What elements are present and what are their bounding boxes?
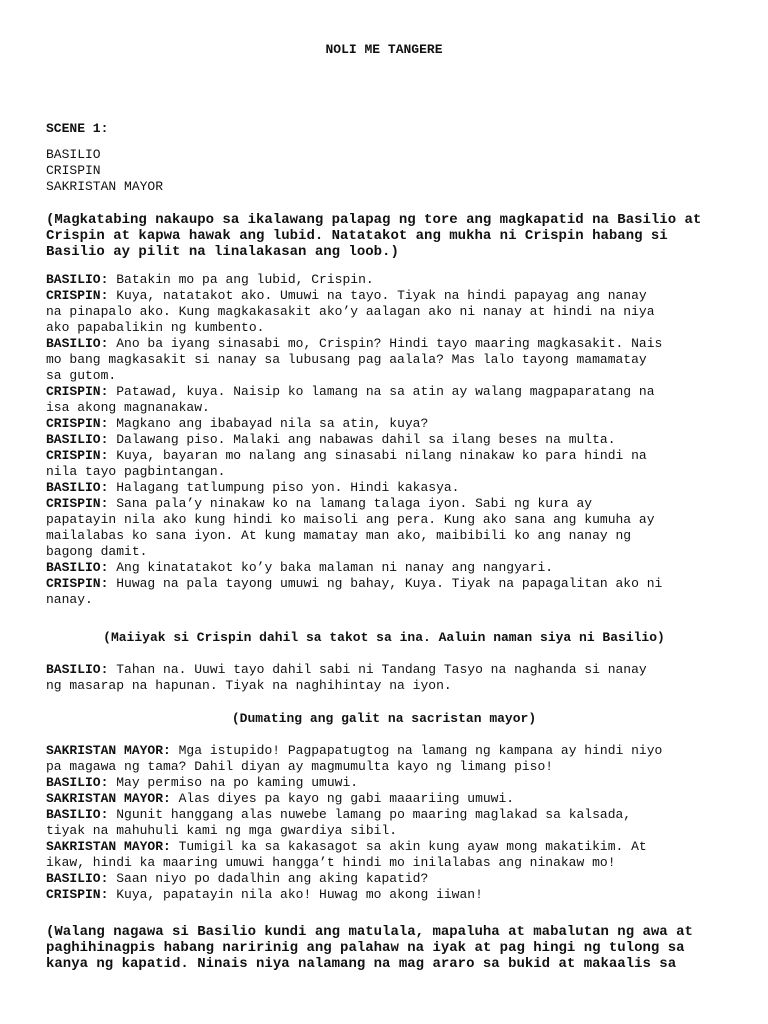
speaker-name: SAKRISTAN MAYOR: <box>46 743 171 758</box>
dialogue-text: tiyak na mahuhuli kami ng mga gwardiya sibil. <box>46 823 398 838</box>
dialogue-text: Kuya, papatayin nila ako! Huwag mo akong iiwan! <box>108 887 483 902</box>
dialogue-text: mailalabas ko sana iyon. At kung mamatay man ako, maibibili ko ang nanay ng <box>46 528 632 543</box>
cast-member: CRISPIN <box>46 163 101 178</box>
dialogue-line <box>46 871 662 887</box>
dialogue-line <box>46 432 662 448</box>
cast-member: BASILIO <box>46 147 101 162</box>
dialogue-line <box>46 775 662 791</box>
dialogue-text: sa gutom. <box>46 368 117 383</box>
dialogue-text: Dalawang piso. Malaki ang nabawas dahil sa ilang beses na multa. <box>108 432 616 447</box>
dialogue-line <box>46 416 662 432</box>
dialogue-text: Ang kinatatakot ko’y baka malaman ni nanay ang nangyari. <box>108 560 554 575</box>
speaker-name: BASILIO: <box>46 336 109 351</box>
speaker-name: BASILIO: <box>46 871 109 886</box>
dialogue-line <box>46 544 662 560</box>
speaker-name: CRISPIN: <box>46 288 109 303</box>
speaker-name: CRISPIN: <box>46 448 109 463</box>
dialogue-line <box>46 592 662 608</box>
speaker-name: BASILIO: <box>46 560 109 575</box>
dialogue-line <box>46 791 662 807</box>
dialogue-block-2 <box>46 662 647 694</box>
dialogue-line <box>46 759 662 775</box>
dialogue-text: papatayin nila ako kung hindi ko maisoli ang pera. Kung ako sana ang kumuha ay <box>46 512 655 527</box>
cast-member: SAKRISTAN MAYOR <box>46 179 164 194</box>
dialogue-line <box>46 839 662 855</box>
dialogue-text: Kuya, bayaran mo nalang ang sinasabi nilang ninakaw ko para hindi na <box>108 448 647 463</box>
dialogue-text: Ngunit hanggang alas nuwebe lamang po maaring maglakad sa kalsada, <box>108 807 632 822</box>
stage-direction-crying: (Maiiyak si Crispin dahil sa takot sa ina. Aaluin naman siya ni Basilio) <box>103 630 665 645</box>
document-title: NOLI ME TANGERE <box>325 42 443 57</box>
speaker-name: BASILIO: <box>46 272 109 287</box>
dialogue-line <box>46 678 647 694</box>
dialogue-line <box>46 512 662 528</box>
dialogue-text: Sana pala’y ninakaw ko na lamang talaga iyon. Sabi ng kura ay <box>108 496 593 511</box>
stage-direction-line: (Walang nagawa si Basilio kundi ang matulala, mapaluha at mabalutan ng awa at <box>46 924 693 940</box>
dialogue-text: nila tayo pagbintangan. <box>46 464 226 479</box>
dialogue-text: Batakin mo pa ang lubid, Crispin. <box>108 272 374 287</box>
dialogue-line <box>46 336 662 352</box>
dialogue-text: Huwag na pala tayong umuwi ng bahay, Kuya. Tiyak na papagalitan ako ni <box>108 576 663 591</box>
dialogue-line <box>46 320 662 336</box>
speaker-name: CRISPIN: <box>46 384 109 399</box>
stage-direction-line: paghihinagpis habang naririnig ang palahaw na iyak at pag hingi ng tulong sa <box>46 940 685 956</box>
dialogue-line <box>46 400 662 416</box>
dialogue-line <box>46 662 647 678</box>
speaker-name: SAKRISTAN MAYOR: <box>46 791 171 806</box>
speaker-name: BASILIO: <box>46 480 109 495</box>
speaker-name: SAKRISTAN MAYOR: <box>46 839 171 854</box>
dialogue-text: na pinapalo ako. Kung magkakasakit ako’y aalagan ako ni nanay at hindi na niya <box>46 304 655 319</box>
dialogue-line <box>46 288 662 304</box>
dialogue-text: Saan niyo po dadalhin ang aking kapatid? <box>108 871 429 886</box>
dialogue-text: Mga istupido! Pagpapatugtog na lamang ng kampana ay hindi niyo <box>170 743 663 758</box>
dialogue-line <box>46 496 662 512</box>
speaker-name: CRISPIN: <box>46 576 109 591</box>
stage-direction-closing <box>46 924 693 972</box>
dialogue-text: Halagang tatlumpung piso yon. Hindi kakasya. <box>108 480 460 495</box>
stage-direction-line: Crispin at kapwa hawak ang lubid. Natatakot ang mukha ni Crispin habang si <box>46 228 668 244</box>
scene-heading: SCENE 1: <box>46 121 109 136</box>
dialogue-text: May permiso na po kaming umuwi. <box>108 775 359 790</box>
dialogue-line <box>46 480 662 496</box>
dialogue-text: pa magawa ng tama? Dahil diyan ay magmumulta kayo ng limang piso! <box>46 759 554 774</box>
speaker-name: CRISPIN: <box>46 416 109 431</box>
dialogue-line <box>46 464 662 480</box>
dialogue-text: Magkano ang ibabayad nila sa atin, kuya? <box>108 416 429 431</box>
speaker-name: BASILIO: <box>46 432 109 447</box>
dialogue-text: Kuya, natatakot ako. Umuwi na tayo. Tiyak na hindi papayag ang nanay <box>108 288 647 303</box>
stage-direction-line: Basilio ay pilit na linalakasan ang loob.) <box>46 244 399 260</box>
dialogue-text: nanay. <box>46 592 93 607</box>
speaker-name: CRISPIN: <box>46 496 109 511</box>
dialogue-text: bagong damit. <box>46 544 148 559</box>
stage-direction-line: (Magkatabing nakaupo sa ikalawang palapag ng tore ang magkapatid na Basilio at <box>46 212 702 228</box>
dialogue-text: ng masarap na hapunan. Tiyak na naghihintay na iyon. <box>46 678 452 693</box>
dialogue-text: isa akong magnanakaw. <box>46 400 210 415</box>
speaker-name: CRISPIN: <box>46 887 109 902</box>
dialogue-line <box>46 887 662 903</box>
dialogue-block-1 <box>46 272 662 608</box>
dialogue-line <box>46 384 662 400</box>
speaker-name: BASILIO: <box>46 775 109 790</box>
dialogue-text: Tahan na. Uuwi tayo dahil sabi ni Tandang Tasyo na naghanda si nanay <box>108 662 647 677</box>
dialogue-line <box>46 304 662 320</box>
dialogue-line <box>46 448 662 464</box>
dialogue-block-3 <box>46 743 662 903</box>
stage-direction-arrival: (Dumating ang galit na sacristan mayor) <box>231 711 537 726</box>
stage-direction-line: kanya ng kapatid. Ninais niya nalamang na mag araro sa bukid at makaalis sa <box>46 956 677 972</box>
dialogue-text: Patawad, kuya. Naisip ko lamang na sa atin ay walang magpaparatang na <box>108 384 655 399</box>
dialogue-line <box>46 823 662 839</box>
cast-list <box>46 147 163 195</box>
dialogue-text: mo bang magkasakit si nanay sa lubusang pag aalala? Mas lalo tayong mamamatay <box>46 352 647 367</box>
dialogue-line <box>46 743 662 759</box>
dialogue-line <box>46 272 662 288</box>
dialogue-text: ikaw, hindi ka maaring umuwi hangga’t hindi mo inilalabas ang ninakaw mo! <box>46 855 616 870</box>
dialogue-line <box>46 807 662 823</box>
dialogue-line <box>46 352 662 368</box>
dialogue-line <box>46 368 662 384</box>
dialogue-line <box>46 560 662 576</box>
dialogue-text: ako papabalikin ng kumbento. <box>46 320 265 335</box>
dialogue-line <box>46 576 662 592</box>
stage-direction-opening <box>46 212 701 260</box>
dialogue-line <box>46 528 662 544</box>
dialogue-text: Tumigil ka sa kakasagot sa akin kung ayaw mong makatikim. At <box>170 839 647 854</box>
dialogue-text: Alas diyes pa kayo ng gabi maaariing umuwi. <box>170 791 515 806</box>
dialogue-line <box>46 855 662 871</box>
dialogue-text: Ano ba iyang sinasabi mo, Crispin? Hindi tayo maaring magkasakit. Nais <box>108 336 663 351</box>
speaker-name: BASILIO: <box>46 807 109 822</box>
speaker-name: BASILIO: <box>46 662 109 677</box>
